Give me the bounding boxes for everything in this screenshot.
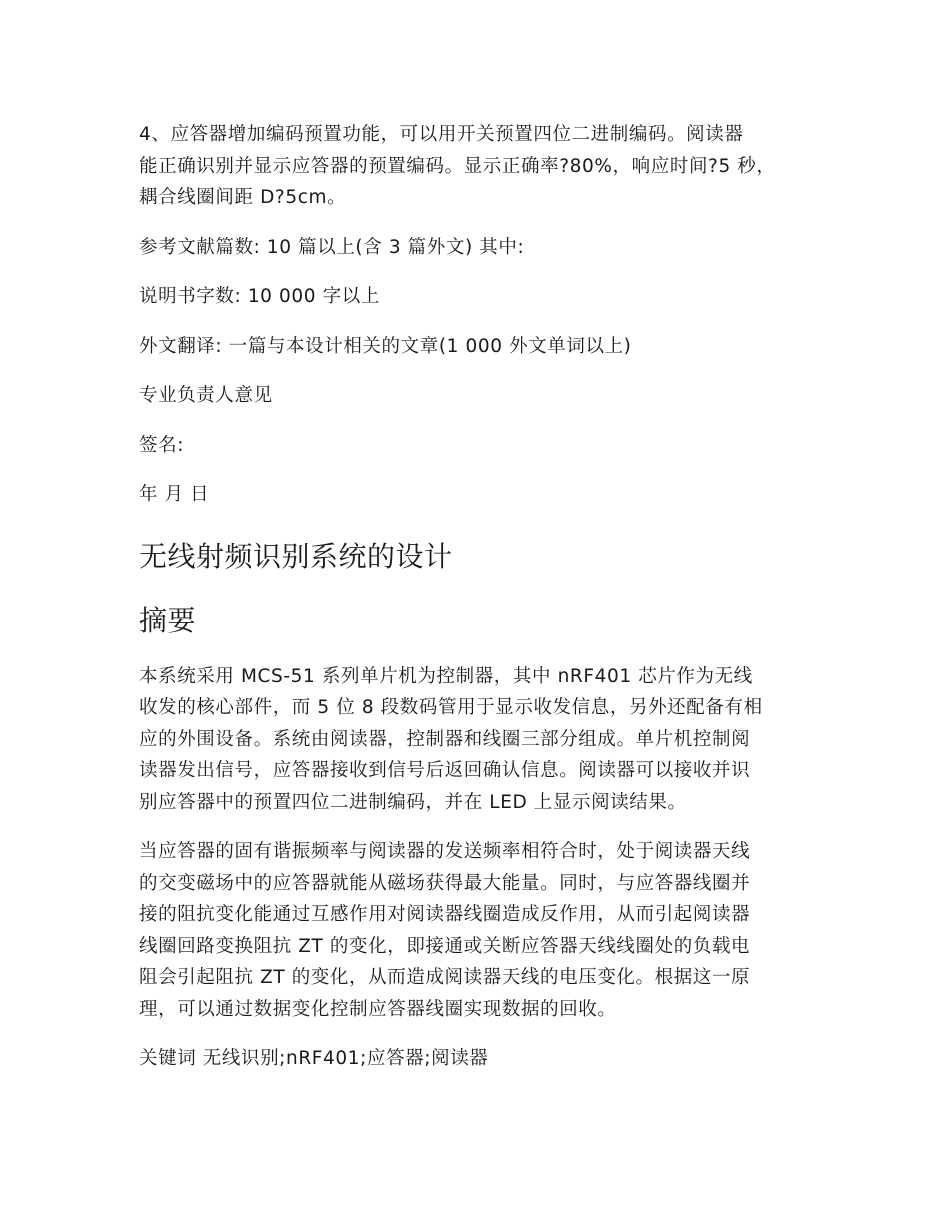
text-line: 线圈回路变换阻抗 ZT 的变化，即接通或关断应答器天线线圈处的负载电 <box>139 935 751 957</box>
requirement-4-paragraph <box>139 119 830 214</box>
references-count: 参考文献篇数: 10 篇以上(含 3 篇外文) 其中: <box>139 236 525 258</box>
text-line: 理，可以通过数据变化控制应答器线圈实现数据的回收。 <box>139 998 617 1020</box>
document-title: 无线射频识别系统的设计 <box>139 539 453 573</box>
date-label: 年 月 日 <box>139 484 210 505</box>
text-line: 接的阻抗变化能通过互感作用对阅读器线圈造成反作用，从而引起阅读器 <box>139 904 751 925</box>
text-line: 阻会引起阻抗 ZT 的变化，从而造成阅读器天线的电压变化。根据这一原 <box>139 967 751 988</box>
text-line: 别应答器中的预置四位二进制编码，并在 LED 上显示阅读结果。 <box>139 791 687 813</box>
text-line: 能正确识别并显示应答器的预置编码。显示正确率?80%，响应时间?5 秒， <box>139 155 776 177</box>
text-line: 耦合线圈间距 D?5cm。 <box>139 187 347 208</box>
translation-requirement: 外文翻译: 一篇与本设计相关的文章(1 000 外文单词以上) <box>139 335 632 357</box>
text-line: 应的外围设备。系统由阅读器，控制器和线圈三部分组成。单片机控制阅 <box>139 728 751 750</box>
manual-word-count: 说明书字数: 10 000 字以上 <box>139 286 380 307</box>
abstract-paragraph-1 <box>139 661 830 819</box>
supervisor-opinion-label: 专业负责人意见 <box>139 385 273 406</box>
text-line: 本系统采用 MCS-51 系列单片机为控制器，其中 nRF401 芯片作为无线 <box>139 665 753 687</box>
text-line: 的交变磁场中的应答器就能从磁场获得最大能量。同时，与应答器线圈并 <box>139 872 751 894</box>
signature-label: 签名: <box>139 434 185 456</box>
text-line: 收发的核心部件，而 5 位 8 段数码管用于显示收发信息，另外还配备有相 <box>139 697 763 718</box>
keywords: 关键词 无线识别;nRF401;应答器;阅读器 <box>139 1048 489 1069</box>
text-line: 读器发出信号，应答器接收到信号后返回确认信息。阅读器可以接收并识 <box>139 760 751 781</box>
text-line: 当应答器的固有谐振频率与阅读器的发送频率相符合时，处于阅读器天线 <box>139 841 751 862</box>
abstract-heading: 摘要 <box>139 603 197 637</box>
text-line: 4、应答器增加编码预置功能，可以用开关预置四位二进制编码。阅读器 <box>139 124 744 145</box>
abstract-paragraph-2 <box>139 836 830 1025</box>
